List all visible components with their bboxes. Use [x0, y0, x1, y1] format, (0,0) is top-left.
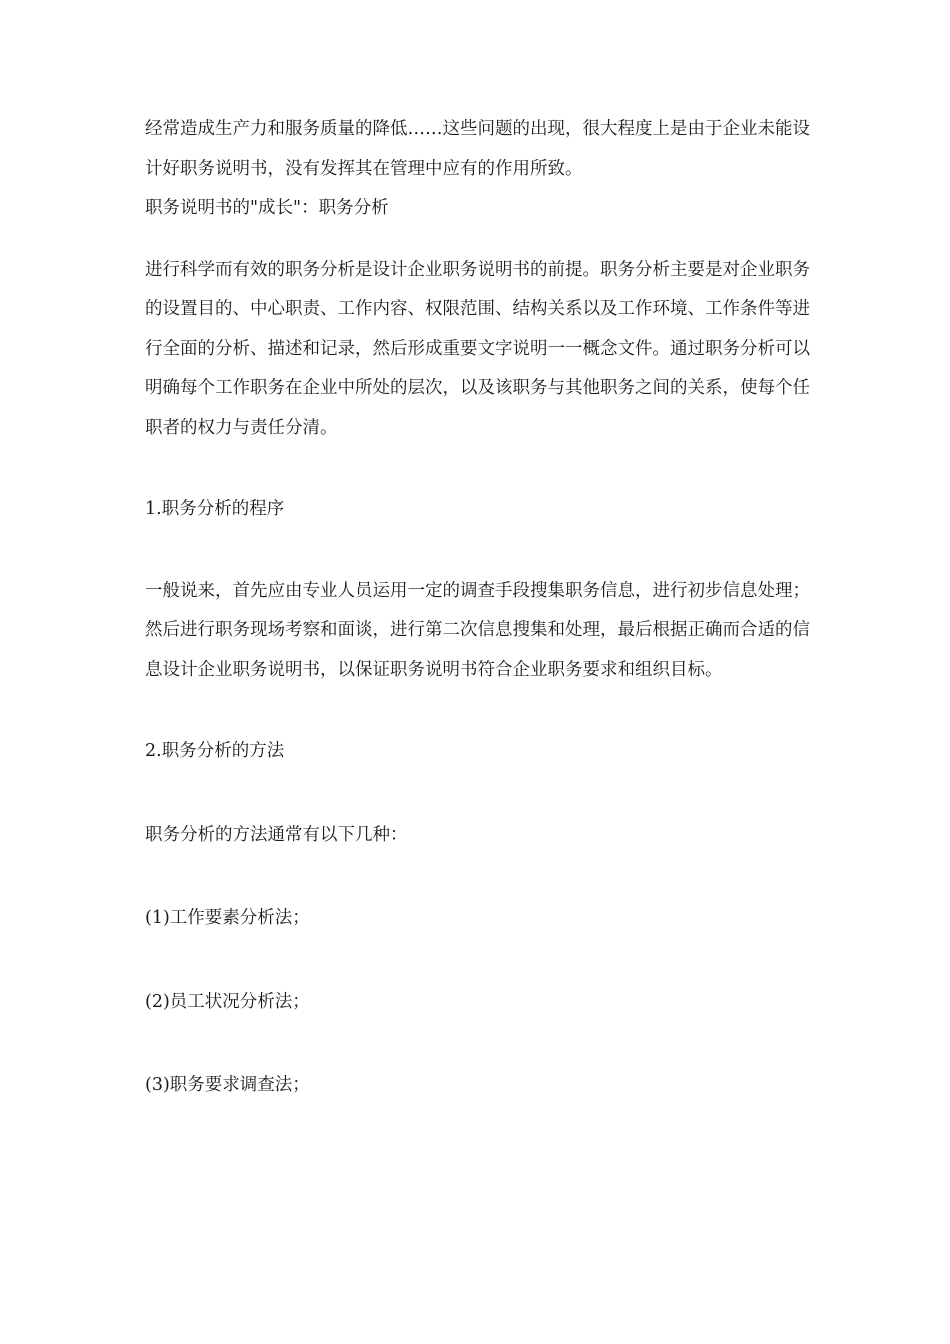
section-heading-job-analysis: 职务说明书的"成长"：职务分析 — [145, 198, 389, 218]
paragraph-methods-intro: 职务分析的方法通常有以下几种： — [145, 824, 408, 845]
list-item-method-1: (1)工作要素分析法； — [145, 908, 310, 928]
list-item-method-2: (2)员工状况分析法； — [145, 991, 310, 1012]
spacer — [145, 448, 810, 490]
paragraph-procedure: 一般说来，首先应由专业人员运用一定的调查手段搜集职务信息，进行初步信息处理；然后进行职务现场考察和面谈，进行第二次信息搜集和处理，最后根据正确而合适的信息设计企业职务说明书，以保证职务说明书符合企业职务要求和组织目标。 — [145, 580, 810, 680]
spacer — [145, 690, 810, 732]
list-item-method-3: (3)职务要求调查法； — [145, 1075, 310, 1095]
spacer — [145, 229, 810, 251]
subheading-methods: 2.职务分析的方法 — [145, 741, 285, 761]
paragraph-job-analysis-definition: 进行科学而有效的职务分析是设计企业职务说明书的前提。职务分析主要是对企业职务的设置目的、中心职责、工作内容、权限范围、结构关系以及工作环境、工作条件等进行全面的分析、描述和记录，然后形成重要文字说明一一概念文件。通过职务分析可以明确每个工作职务在企业中所处的层次，以及该职务与其他职务之间的关系，使每个任职者的权力与责任分清。 — [145, 259, 810, 438]
spacer — [145, 939, 810, 983]
document-body — [145, 110, 810, 1106]
spacer — [145, 855, 810, 899]
paragraph-intro-continuation: 经常造成生产力和服务质量的降低……这些问题的出现，很大程度上是由于企业未能设计好职务说明书，没有发挥其在管理中应有的作用所致。 — [145, 119, 810, 179]
spacer — [145, 1022, 810, 1066]
subheading-procedure: 1.职务分析的程序 — [145, 499, 285, 519]
spacer — [145, 530, 810, 572]
spacer — [145, 772, 810, 816]
